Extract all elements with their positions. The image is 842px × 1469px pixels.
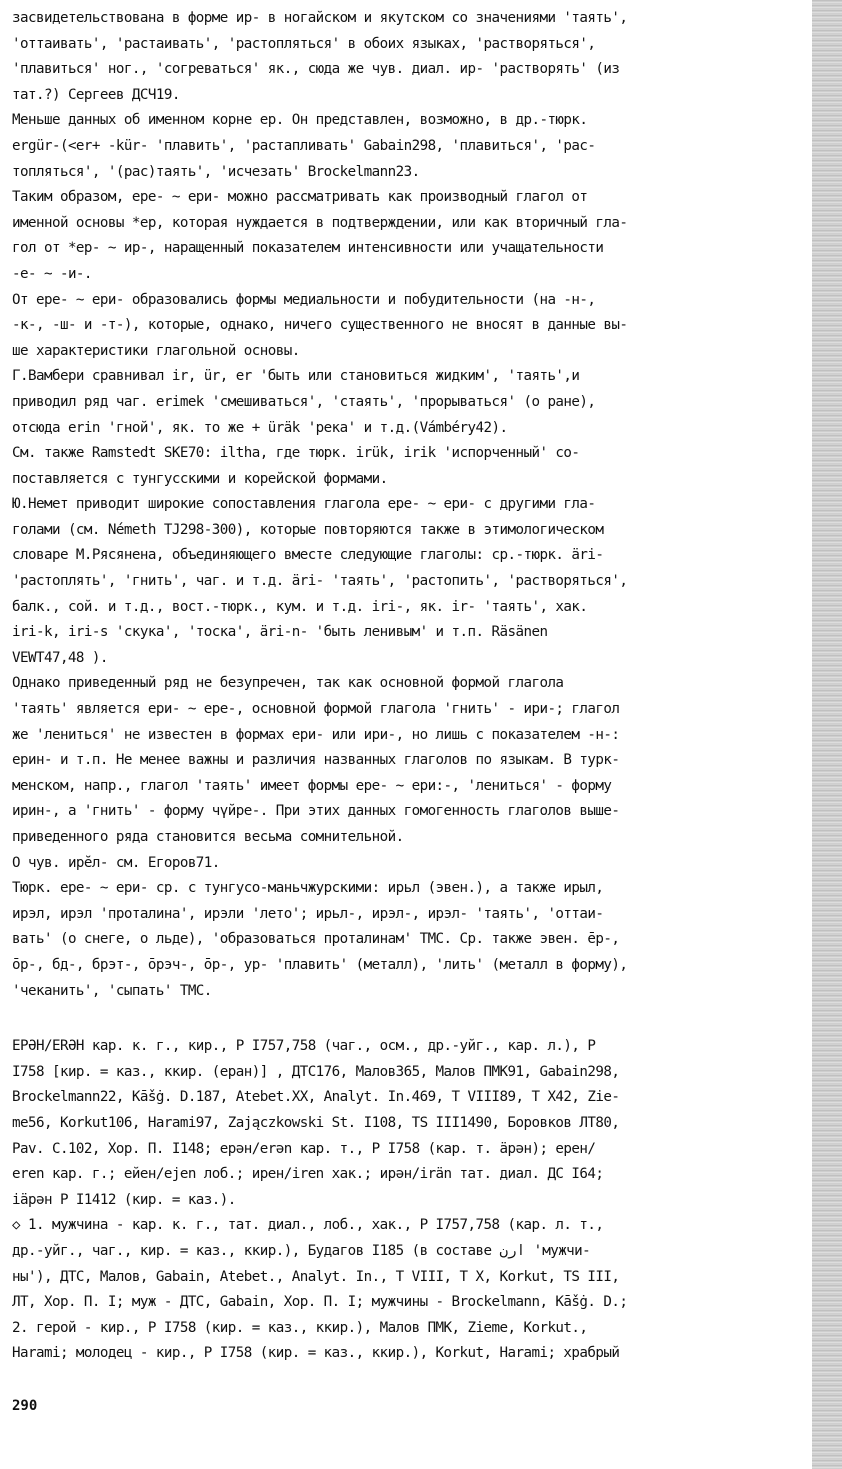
text-line: голами (см. Németh TJ298-300), которые повторяются также в этимологическом bbox=[12, 521, 604, 538]
text-line: См. также Ramstedt SKE70: iltha, где тюрк. irük, irik 'испорченный' со- bbox=[12, 445, 580, 462]
text-line: Таким образом, ере- ~ ери- можно рассматривать как производный глагол от bbox=[12, 189, 588, 206]
text-line: 'чеканить', 'сыпать' ТМС. bbox=[12, 982, 212, 999]
text-line: 'оттаивать', 'растаивать', 'растопляться' в обоих языках, 'растворяться', bbox=[12, 35, 596, 52]
entry-line: ЛТ, Хор. П. I; муж - ДТС, Gabain, Хор. П. I; мужчины - Brockelmann, Kāšġ. D.; bbox=[12, 1294, 628, 1311]
text-line: 'таять' является ери- ~ ере-, основной формой глагола 'гнить' - ири-; глагол bbox=[12, 701, 620, 718]
text-line: именной основы *ер, которая нуждается в подтверждении, или как вторичный гла- bbox=[12, 214, 628, 231]
text-line: От ере- ~ ери- образовались формы медиальности и побудительности (на -н-, bbox=[12, 291, 596, 308]
text-line: вать' (о снеге, о льде), 'образоваться проталинам' ТМС. Ср. также эвен. ēр-, bbox=[12, 931, 620, 948]
entry-line: Brockelmann22, Kāšġ. D.187, Atebet.XX, Analyt. In.469, T VIII89, T X42, Zie- bbox=[12, 1089, 620, 1106]
text-line: ergür-(<er+ -kür- 'плавить', 'растапливать' Gabain298, 'плавиться', 'рас- bbox=[12, 137, 596, 154]
text-line: О чув. ирĕл- см. Егоров71. bbox=[12, 854, 220, 871]
text-line: менском, напр., глагол 'таять' имеет формы ере- ~ ери:-, 'лениться' - форму bbox=[12, 777, 612, 794]
text-line: VEWT47,48 ). bbox=[12, 649, 108, 666]
entry-line: Harami; молодец - кир., Р I758 (кир. = каз., ккир.), Korkut, Harami; храбрый bbox=[12, 1345, 620, 1362]
text-line: словаре М.Рясянена, объединяющего вместе следующие глаголы: ср.-тюрк. äri- bbox=[12, 547, 604, 564]
text-line: ирин-, а 'гнить' - форму чүйре-. При этих данных гомогенность глаголов выше- bbox=[12, 803, 620, 820]
text-line: поставляется с тунгусскими и корейской формами. bbox=[12, 470, 388, 487]
text-line: -е- ~ -и-. bbox=[12, 265, 92, 282]
text-line: топляться', '(рас)таять', 'исчезать' Brockelmann23. bbox=[12, 163, 420, 180]
text-line: ерин- и т.п. Не менее важны и различия названных глаголов по языкам. В турк- bbox=[12, 752, 620, 769]
text-line: гол от *ер- ~ ир-, наращенный показателем интенсивности или учащательности bbox=[12, 240, 604, 257]
text-line: -к-, -ш- и -т-), которые, однако, ничего существенного не вносят в данные вы- bbox=[12, 317, 628, 334]
document-body bbox=[12, 6, 820, 1367]
text-line: Ю.Немет приводит широкие сопоставления глагола ере- ~ ери- с другими гла- bbox=[12, 496, 596, 513]
text-line: отсюда erin 'гной', як. то же + üräk 'река' и т.д.(Vámbéry42). bbox=[12, 419, 508, 436]
entry-gap bbox=[12, 1004, 820, 1034]
text-line: балк., сой. и т.д., вост.-тюрк., кум. и т.д. iri-, як. ir- 'таять', хак. bbox=[12, 598, 588, 615]
page-number: 290 bbox=[12, 1398, 38, 1414]
text-line: 'растоплять', 'гнить', чаг. и т.д. äri- 'таять', 'растопить', 'растворяться', bbox=[12, 573, 628, 590]
entry-line: іäрән Р I1412 (кир. = каз.). bbox=[12, 1191, 236, 1208]
entry-line: др.-уйг., чаг., кир. = каз., ккир.), Будагов I185 (в составе ارن 'мужчи- bbox=[12, 1242, 591, 1259]
entry-line: ны'), ДТС, Малов, Gabain, Atebet., Analyt. In., T VIII, T X, Korkut, TS III, bbox=[12, 1268, 620, 1285]
entry-line: eren кар. г.; ейен/ejen лоб.; ирен/iren хак.; ирән/irän тат. диал. ДС I64; bbox=[12, 1166, 604, 1183]
entry-line: Pav. C.102, Хор. П. I148; ерән/erən кар. т., Р I758 (кар. т. äрән); ерен/ bbox=[12, 1140, 596, 1157]
text-line: приводил ряд чаг. erimek 'смешиваться', 'стаять', 'прорываться' (о ране), bbox=[12, 393, 596, 410]
text-line: iri-k, iri-s 'скука', 'тоска', äri-n- 'быть ленивым' и т.п. Räsänen bbox=[12, 624, 548, 641]
text-line: ше характеристики глагольной основы. bbox=[12, 342, 300, 359]
text-line: приведенного ряда становится весьма сомнительной. bbox=[12, 829, 404, 845]
entry-line: ◇ 1. мужчина - кар. к. г., тат. диал., лоб., хак., Р I757,758 (кар. л. т., bbox=[12, 1217, 604, 1234]
text-line: ōр-, бд-, брэт-, ōрэч-, ōр-, ур- 'плавить' (металл), 'лить' (металл в форму), bbox=[12, 956, 628, 973]
scan-edge-shadow bbox=[812, 0, 842, 1469]
text-line: 'плавиться' ног., 'согреваться' як., сюда же чув. диал. ир- 'растворять' (из bbox=[12, 61, 620, 78]
entry-line: I758 [кир. = каз., ккир. (еран)] , ДТС176, Малов365, Малов ПМК91, Gabain298, bbox=[12, 1063, 620, 1080]
text-line: тат.?) Сергеев ДСЧ19. bbox=[12, 86, 180, 103]
text-line: ирэл, ирэл 'проталина', ирэли 'лето'; ирьл-, ирэл-, ирэл- 'таять', 'оттаи- bbox=[12, 905, 604, 922]
entry-line: ЕРӘН/ЕRӘН кар. к. г., кир., Р I757,758 (чаг., осм., др.-уйг., кар. л.), Р bbox=[12, 1038, 596, 1055]
text-line: Тюрк. ере- ~ ери- ср. с тунгусо-маньчжурскими: ирьл (эвен.), а также ирыл, bbox=[12, 880, 604, 897]
text-line: засвидетельствована в форме ир- в ногайском и якутском со значениями 'таять', bbox=[12, 10, 628, 26]
text-line: Г.Вамбери сравнивал ir, ür, er 'быть или становиться жидким', 'таять',и bbox=[12, 368, 580, 385]
text-line: Однако приведенный ряд не безупречен, так как основной формой глагола bbox=[12, 675, 564, 692]
entry-line: 2. герой - кир., Р I758 (кир. = каз., ккир.), Малов ПМК, Zieme, Korkut., bbox=[12, 1319, 588, 1336]
text-line: Меньше данных об именном корне ер. Он представлен, возможно, в др.-тюрк. bbox=[12, 112, 588, 129]
text-line: же 'лениться' не известен в формах ери- или ири-, но лишь с показателем -н-: bbox=[12, 726, 620, 743]
entry-line: me56, Korkut106, Harami97, Zajączkowski St. I108, TS III1490, Боровков ЛТ80, bbox=[12, 1114, 620, 1131]
